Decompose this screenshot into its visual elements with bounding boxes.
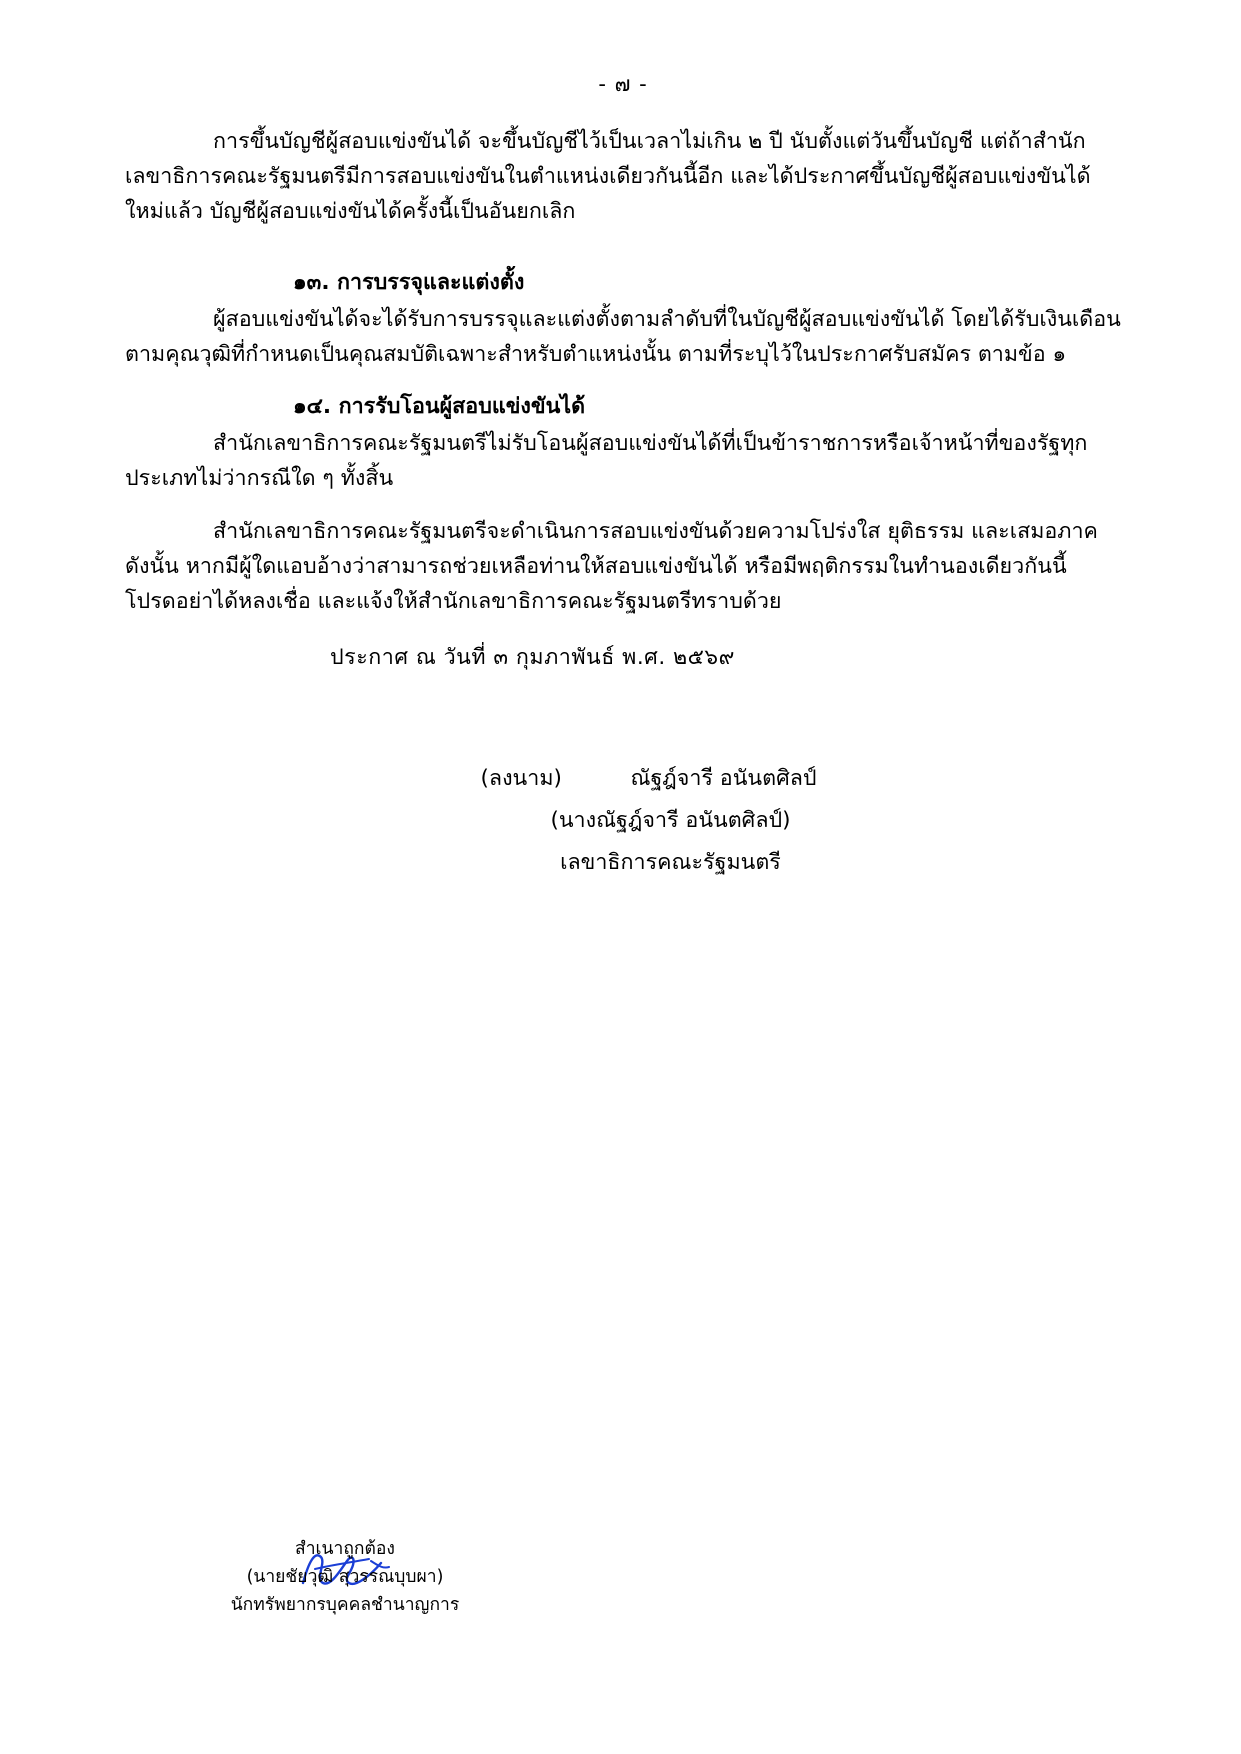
- signature-name: ณัฐฎ์จารี อนันตศิลป์: [630, 766, 817, 792]
- paragraph-text: ผู้สอบแข่งขันได้จะได้รับการบรรจุและแต่งตั้งตามลำดับที่ในบัญชีผู้สอบแข่งขันได้ โดยได้รับเงินเดือนตามคุณวุฒิที่กำหนดเป็นคุณสมบัติเฉพาะสำหรับตำแหน่งนั้น ตามที่ระบุไว้ในประกาศรับสมัคร ตามข้อ ๑: [125, 306, 1121, 367]
- certification-stamp: [180, 1535, 510, 1619]
- signature-label: (ลงนาม): [480, 766, 562, 792]
- certified-true-copy-text: สำเนาถูกต้อง: [295, 1539, 395, 1559]
- certifying-officer-name: (นายชัยวุฒิ สุวรรณบุบผา): [246, 1567, 444, 1587]
- paragraph-text: สำนักเลขาธิการคณะรัฐมนตรีไม่รับโอนผู้สอบแข่งขันได้ที่เป็นข้าราชการหรือเจ้าหน้าที่ของรัฐทุกประเภทไม่ว่ากรณีใด ๆ ทั้งสิ้น: [125, 431, 1088, 492]
- certifying-officer-title: นักทรัพยากรบุคคลชำนาญการ: [230, 1595, 460, 1615]
- paragraph-text: การขึ้นบัญชีผู้สอบแข่งขันได้ จะขึ้นบัญชีไว้เป็นเวลาไม่เกิน ๒ ปี นับตั้งแต่วันขึ้นบัญชี แต่ถ้าสำนักเลขาธิการคณะรัฐมนตรีมีการสอบแข่งขันในตำแหน่งเดียวกันนี้อีก และได้ประกาศขึ้นบัญชีผู้สอบแข่งขันได้ใหม่แล้ว บัญชีผู้สอบแข่งขันได้ครั้งนี้เป็นอันยกเลิก: [125, 129, 1091, 225]
- section-heading-14: ๑๔. การรับโอนผู้สอบแข่งขันได้: [293, 394, 586, 420]
- signature-name-paren: (นางณัฐฎ์จารี อนันตศิลป์): [550, 808, 791, 834]
- announcement-date: ประกาศ ณ วันที่ ๓ กุมภาพันธ์ พ.ศ. ๒๕๖๙: [330, 645, 735, 671]
- signature-line: [220, 758, 1121, 800]
- signature-position: เลขาธิการคณะรัฐมนตรี: [560, 850, 781, 875]
- section-heading-13: ๑๓. การบรรจุและแต่งตั้ง: [293, 269, 525, 295]
- section-body-14: [125, 427, 1121, 497]
- section-body-13: [125, 303, 1121, 373]
- page-number: - ๗ -: [598, 72, 648, 96]
- signature-block: [125, 758, 1121, 884]
- paragraph-closing: [125, 515, 1121, 619]
- spacer: [125, 232, 1121, 248]
- paragraph-text: สำนักเลขาธิการคณะรัฐมนตรีจะดำเนินการสอบแข่งขันด้วยความโปร่งใส ยุติธรรม และเสมอภาค ดังนั้น หากมีผู้ใดแอบอ้างว่าสามารถช่วยเหลือท่านให้สอบแข่งขันได้ หรือมีพฤติกรรมในทำนองเดียวกันนี้ โปรดอย่าได้หลงเชื่อ และแจ้งให้สำนักเลขาธิการคณะรัฐมนตรีทราบด้วย: [125, 518, 1098, 614]
- paragraph-list-validity: [125, 125, 1121, 229]
- spacer: [125, 499, 1121, 515]
